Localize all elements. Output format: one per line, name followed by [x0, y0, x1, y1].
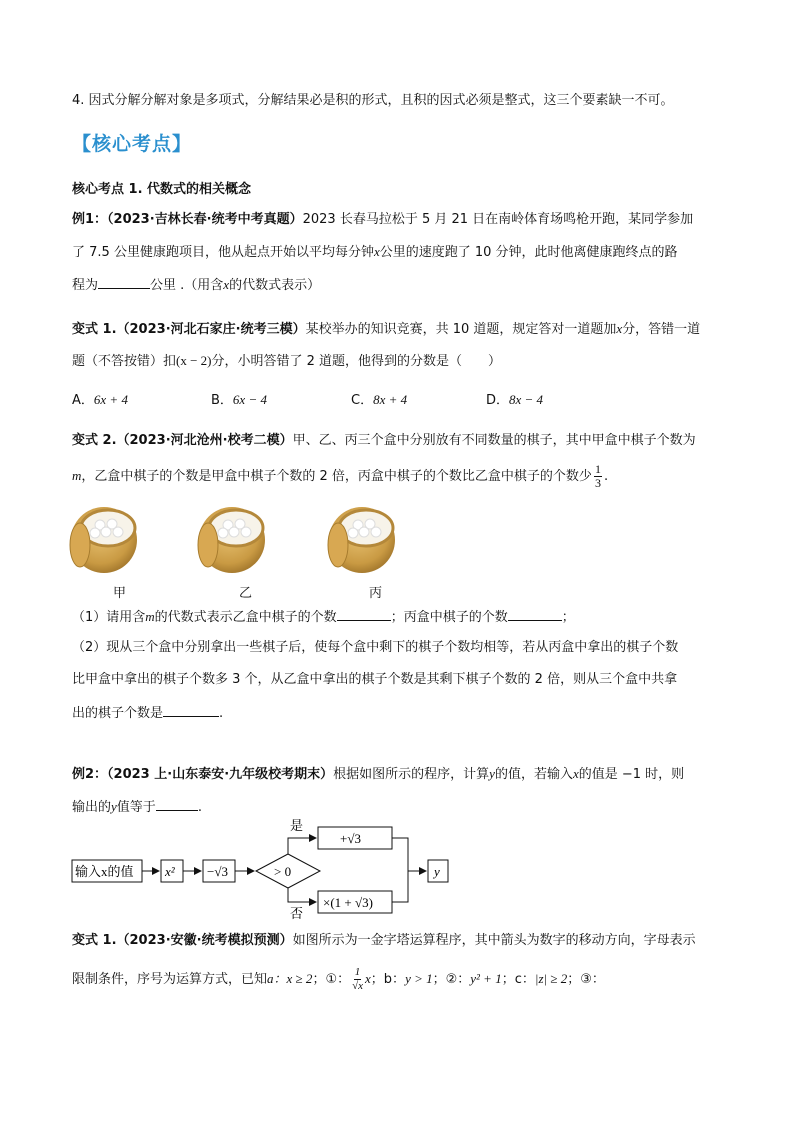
variant-3-line-2: 限制条件，序号为运算方式，已知a：x ≥ 2；①： $\frac{1}{√x}$ x；b：y > 1；②：y² + 1；c：|z| ≥ 2；③：	[72, 966, 605, 992]
flow-input: 输入x的值	[75, 864, 134, 879]
example-1-line-1: 例1：（2023·吉林长春·统考中考真题）2023 长春马拉松于 5 月 21 日在南岭体育场鸣枪开跑，某同学参加	[72, 212, 694, 227]
flow-no: 否	[290, 906, 304, 920]
variant-2-q2-line-3: 出的棋子个数是 .	[72, 703, 223, 723]
example-1-label: 例1：	[72, 212, 108, 227]
answer-blank	[508, 607, 562, 621]
flow-output: y	[434, 864, 440, 879]
bowl-bing	[328, 507, 395, 573]
example-2-line-2: 输出的y值等于 .	[72, 799, 202, 815]
flow-yes: 是	[290, 818, 304, 833]
variant-2-line-2: m，乙盒中棋子的个数是甲盒中棋子个数的 2 倍，丙盒中棋子的个数比乙盒中棋子的个数少 $\frac{1}{3}$ .	[72, 462, 609, 490]
option-c[interactable]: C．8x + 4	[351, 392, 408, 408]
fraction-x-over-sqrt-x: $\frac{1}{√x}$	[352, 966, 364, 992]
flow-minus-sqrt3: −√3	[207, 864, 228, 879]
program-flowchart	[70, 818, 470, 920]
answer-blank	[98, 275, 150, 289]
section-heading: 【核心考点】	[72, 133, 193, 155]
bowl-yi	[198, 507, 265, 573]
variant-3-line-1: 变式 1.（2023·安徽·统考模拟预测）如图所示为一金字塔运算程序，其中箭头为数字的移动方向，字母表示	[72, 933, 696, 948]
fraction-one-third: $\frac{1}{3}$	[594, 462, 601, 490]
key-point-1-title: 核心考点 1. 代数式的相关概念	[72, 182, 252, 197]
variant-2-q1: （1）请用含m的代数式表示乙盒中棋子的个数 ；丙盒中棋子的个数 ；	[72, 609, 575, 625]
bowl-label-bing: 丙	[369, 586, 383, 601]
variant-2-q2-line-2: 比甲盒中拿出的棋子个数多 3 个，从乙盒中拿出的棋子个数是其剩下棋子个数的 2 倍，则从三个盒中共拿	[72, 672, 678, 687]
option-d[interactable]: D．8x − 4	[486, 392, 544, 408]
bowl-label-yi: 乙	[239, 586, 253, 601]
bowl-jia	[70, 507, 137, 573]
option-a[interactable]: A．6x + 4	[72, 392, 128, 408]
flow-condition: > 0	[274, 864, 292, 879]
flow-square: x²	[165, 864, 175, 879]
variant-2-q2-line-1: （2）现从三个盒中分别拿出一些棋子后，使每个盒中剩下的棋子个数均相等，若从丙盒中拿出的棋子个数	[72, 640, 679, 655]
answer-blank	[156, 797, 198, 811]
answer-blank	[337, 607, 391, 621]
variant-2-line-1: 变式 2.（2023·河北沧州·校考二模）甲、乙、丙三个盒中分别放有不同数量的棋子，其中甲盒中棋子个数为	[72, 433, 696, 448]
variant-1-line-1: 变式 1.（2023·河北石家庄·统考三模）某校举办的知识竞赛，共 10 道题，规定答对一道题加x分，答错一道	[72, 321, 701, 337]
example-1-source: （2023·吉林长春·统考中考真题）	[107, 212, 303, 227]
option-b[interactable]: B．6x − 4	[211, 392, 267, 408]
flow-plus-sqrt3: +√3	[340, 831, 361, 846]
variant-1-line-2: 题（不答按错）扣(x − 2)分，小明答错了 2 道题，他得到的分数是（ ）	[72, 353, 502, 369]
point-4-text: 4. 因式分解分解对象是多项式，分解结果必是积的形式，且积的因式必须是整式，这三个要素缺一不可。	[72, 93, 674, 108]
example-1-line-2: 了 7.5 公里健康跑项目，他从起点开始以平均每分钟x公里的速度跑了 10 分钟，此时他离健康跑终点的路	[72, 244, 678, 260]
flow-times: ×(1 + √3)	[323, 895, 373, 910]
answer-blank	[163, 703, 219, 717]
go-bowls-illustration	[68, 500, 408, 578]
example-2-line-1: 例2：（2023 上·山东泰安·九年级校考期末）根据如图所示的程序，计算y的值，若输入x的值是 −1 时，则	[72, 766, 685, 782]
bowl-label-jia: 甲	[113, 586, 127, 601]
example-1-line-3: 程为 公里 .（用含x的代数式表示）	[72, 277, 321, 293]
